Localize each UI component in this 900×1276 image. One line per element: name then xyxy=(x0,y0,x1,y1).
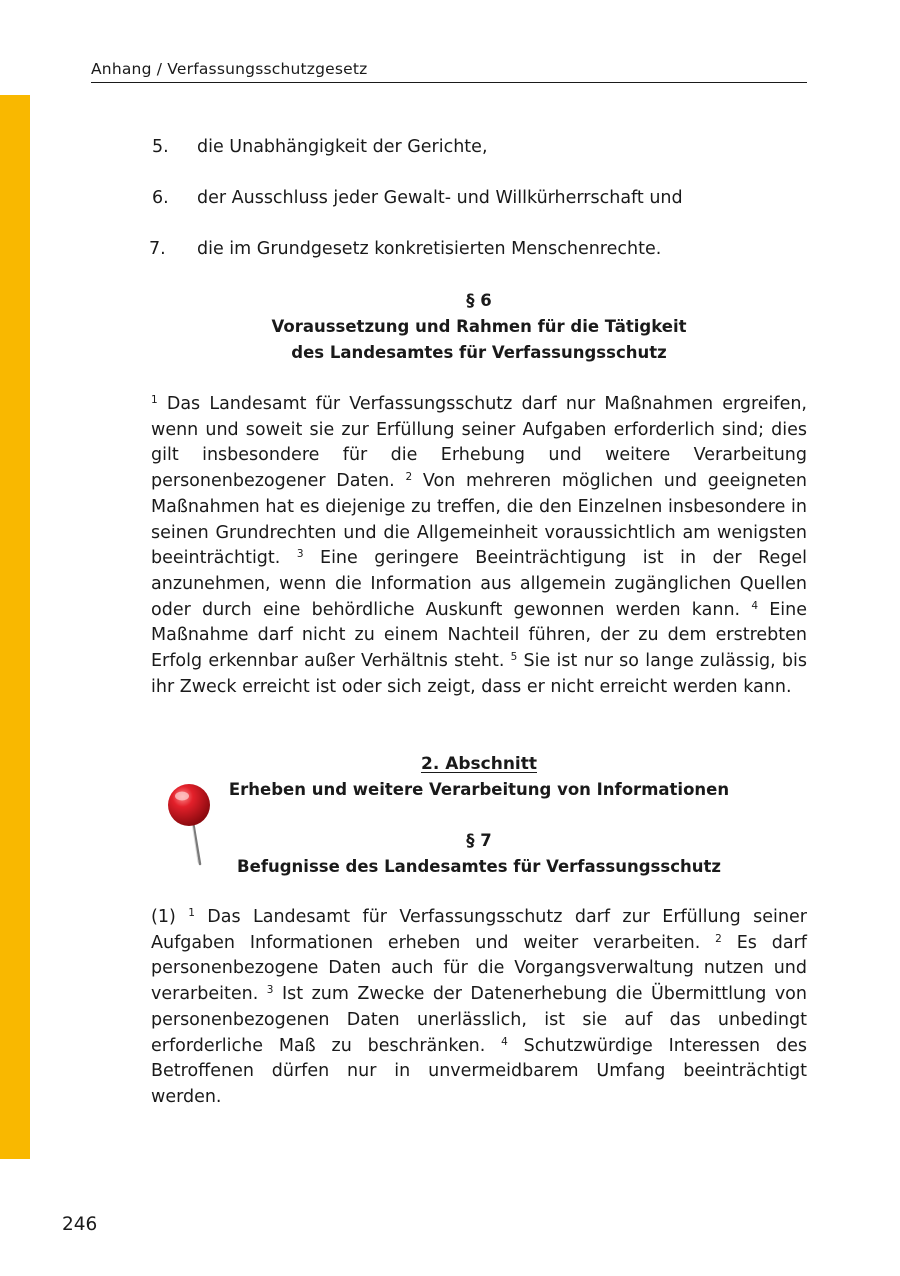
list-item-text: der Ausschluss jeder Gewalt- und Willkürherrschaft und xyxy=(197,188,683,208)
section-6-heading xyxy=(91,288,867,366)
paragraph-label: (1) xyxy=(151,907,176,927)
section-title-line: des Landesamtes für Verfassungsschutz xyxy=(291,343,667,362)
section-number: § 6 xyxy=(466,291,492,310)
sentence-number: 5 xyxy=(510,651,518,664)
section-title-line: Voraussetzung und Rahmen für die Tätigkeit xyxy=(271,317,687,336)
running-header: Anhang / Verfassungsschutzgesetz xyxy=(91,60,807,83)
chapter-title: 2. Abschnitt xyxy=(420,754,537,774)
sentence-text: Eine geringere Beeinträchtigung ist in der Regel anzunehmen, wenn die Information aus allgemein zugänglichen Quellen oder durch eine behördliche Auskunft gewonnen werden kann. xyxy=(151,548,807,620)
sentence-number: 3 xyxy=(266,984,274,997)
yellow-side-bar xyxy=(0,95,30,1159)
sentence-number: 2 xyxy=(715,932,722,945)
sentence-number: 4 xyxy=(501,1035,508,1048)
section-number: § 7 xyxy=(466,831,492,850)
sentence-text: Das Landesamt für Verfassungsschutz darf nur Maßnahmen ergreifen, wenn und soweit sie zur Erfüllung seiner Aufgaben erforderlich sind; dies gilt insbesondere für die Erhebung und weitere Verarbeitung personenbezogener Daten. xyxy=(151,394,807,492)
sentence-text: Ist zum Zwecke der Datenerhebung die Übermittlung von personenbezogenen Daten unerlässlich, ist sie auf das unbedingt erforderliche Maß zu beschränken. xyxy=(151,984,807,1056)
list-item-text: die im Grundgesetz konkretisierten Menschenrechte. xyxy=(197,239,662,259)
sentence-number: 4 xyxy=(751,599,758,612)
section-title-line: Befugnisse des Landesamtes für Verfassungsschutz xyxy=(237,857,721,876)
sentence-text: Es darf personenbezogene Daten auch für die Vorgangsverwaltung nutzen und verarbeiten. xyxy=(151,932,807,1005)
page-number: 246 xyxy=(62,1214,98,1235)
list-item-number: 7. xyxy=(149,239,166,259)
sentence-text: Das Landesamt für Verfassungsschutz darf zur Erfüllung seiner Aufgaben Informationen erheben und weiter verarbeiten. xyxy=(151,907,807,953)
sentence-text: Sie ist nur so lange zulässig, bis ihr Zweck erreicht ist oder sich zeigt, dass er nicht erreicht werden kann. xyxy=(151,651,807,697)
chapter-subtitle: Erheben und weitere Verarbeitung von Informationen xyxy=(228,780,730,799)
list-item-number: 5. xyxy=(152,137,169,157)
list-item-number: 6. xyxy=(152,188,169,208)
section-7-heading xyxy=(91,828,867,880)
sentence-text: Schutzwürdige Interessen des Betroffenen dürfen nur in unvermeidbarem Umfang beeinträchtigt werden. xyxy=(151,1035,807,1107)
sentence-number: 3 xyxy=(296,548,304,561)
sentence-text: Eine Maßnahme darf nicht zu einem Nachteil führen, der zu dem erstrebten Erfolg erkennbar außer Verhältnis steht. xyxy=(151,599,807,672)
sentence-text: Von mehreren möglichen und geeigneten Maßnahmen hat es diejenige zu treffen, die den Einzelnen insbesondere in seinen Grundrechten und die Allgemeinheit voraussichtlich am wenigsten beeinträchtigt. xyxy=(151,471,807,569)
sentence-number: 1 xyxy=(188,907,195,919)
sentence-number: 2 xyxy=(405,471,413,484)
section-6-paragraph xyxy=(151,392,807,700)
sentence-number: 1 xyxy=(151,394,158,406)
section-7-paragraph xyxy=(151,905,807,1111)
list-item-text: die Unabhängigkeit der Gerichte, xyxy=(197,137,488,157)
